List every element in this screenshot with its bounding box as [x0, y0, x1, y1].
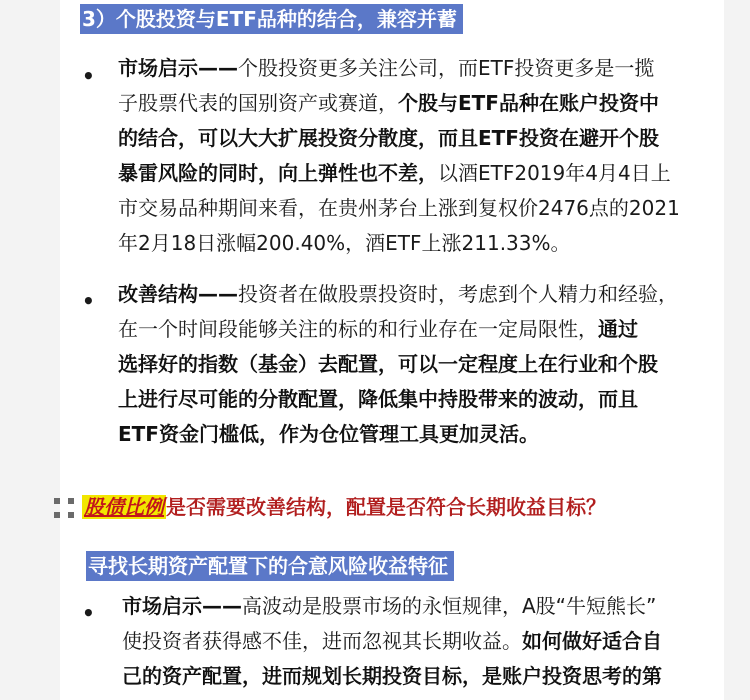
question-text: 是否需要改善结构，配置是否符合长期收益目标？ — [166, 495, 606, 519]
term-label: 市场启示—— — [122, 594, 242, 618]
bold-span: 个股与ETF品种在账户投资中 — [398, 91, 659, 115]
bullet-dot: • — [82, 601, 95, 625]
bold-span: 暴雷风险的同时，向上弹性也不差， — [118, 161, 438, 185]
text-span: 投资者在做股票投资时，考虑到个人精力和经验， — [238, 282, 678, 306]
text-span: 年2月18日涨幅200.40%，酒ETF上涨211.33%。 — [118, 231, 571, 255]
section-header: 寻找长期资产配置下的合意风险收益特征 — [86, 551, 454, 581]
paragraph-improve-structure — [118, 277, 708, 452]
grid-icon — [54, 498, 76, 520]
text-span: 子股票代表的国别资产或赛道， — [118, 91, 398, 115]
bold-span: 如何做好适合自 — [522, 629, 662, 653]
term-label: 市场启示—— — [118, 56, 238, 80]
bold-span: 选择好的指数（基金）去配置，可以一定程度上在行业和个股 — [118, 352, 658, 376]
paragraph-market-insight-2 — [122, 589, 712, 694]
highlight-stock-bond-ratio: 股债比例 — [84, 495, 164, 519]
bold-span: 通过 — [598, 317, 638, 341]
bold-span: 己的资产配置，进而规划长期投资目标，是账户投资思考的第 — [122, 664, 662, 688]
text-span: 在一个时间段能够关注的标的和行业存在一定局限性， — [118, 317, 598, 341]
question-line — [54, 491, 606, 523]
bullet-dot: • — [82, 64, 95, 88]
bold-span: 上进行尽可能的分散配置，降低集中持股带来的波动，而且 — [118, 387, 638, 411]
bold-span: ETF资金门槛低，作为仓位管理工具更加灵活。 — [118, 422, 539, 446]
text-span: 使投资者获得感不佳，进而忽视其长期收益。 — [122, 629, 522, 653]
text-span: 高波动是股票市场的永恒规律，A股“牛短熊长” — [242, 594, 657, 618]
bold-span: 的结合，可以大大扩展投资分散度，而且ETF投资在避开个股 — [118, 126, 659, 150]
term-label: 改善结构—— — [118, 282, 238, 306]
text-span: 个股投资更多关注公司，而ETF投资更多是一揽 — [238, 56, 655, 80]
section-header: 3）个股投资与ETF品种的结合，兼容并蓄 — [80, 4, 463, 34]
text-span: 市交易品种期间来看，在贵州茅台上涨到复权价2476点的2021 — [118, 196, 680, 220]
bullet-dot: • — [82, 289, 95, 313]
paragraph-market-insight — [118, 51, 708, 261]
text-span: 以酒ETF2019年4月4日上 — [438, 161, 671, 185]
